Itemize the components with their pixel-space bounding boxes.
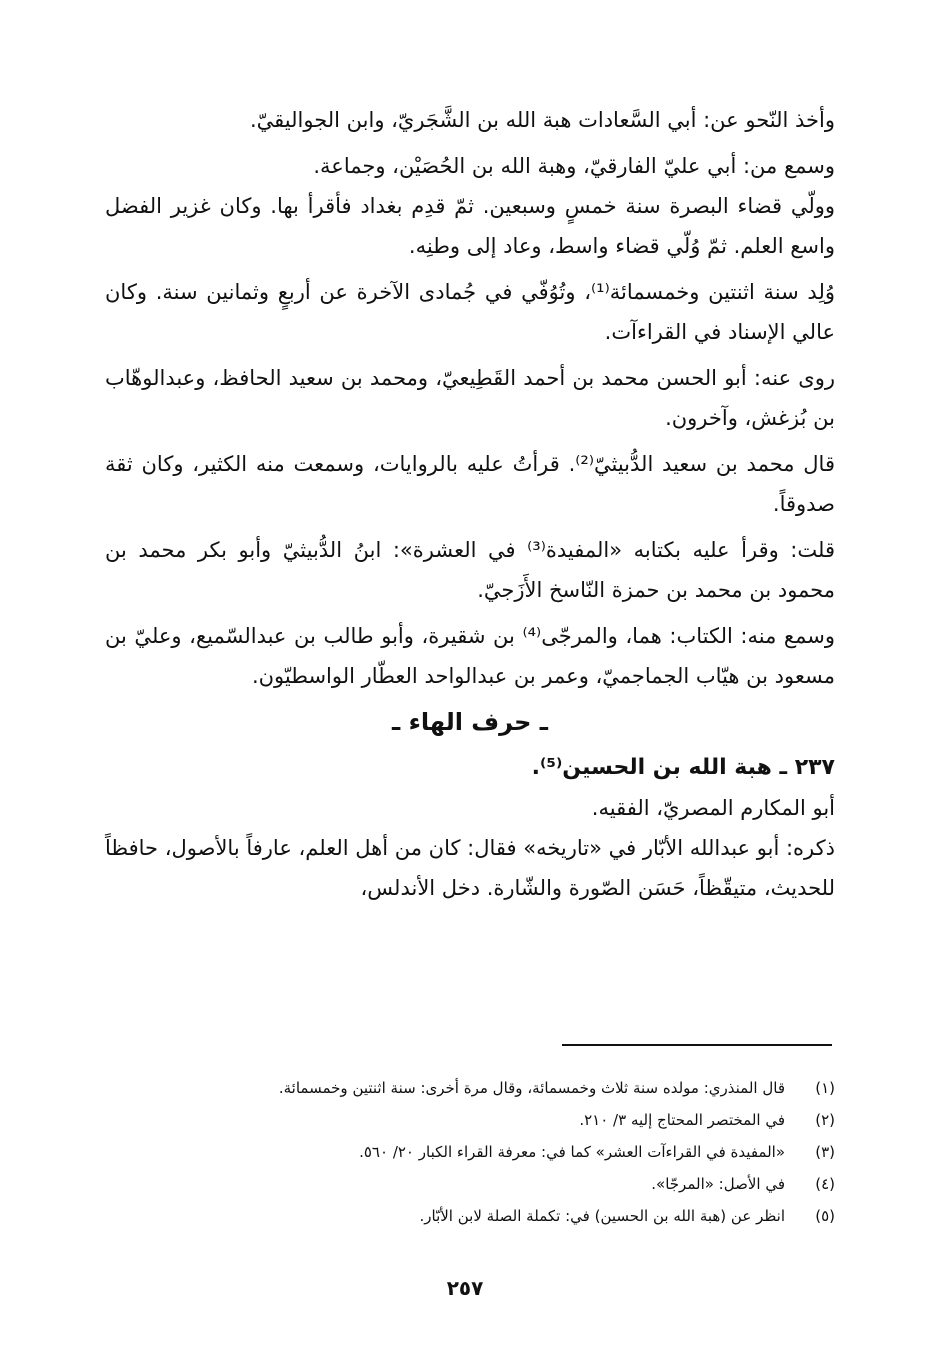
entry-paragraph-dhakarahu: ذكره: أبو عبدالله الأبّار في «تاريخه» فقال: كان من أهل العلم، عارفاً بالأصول، حافظاً للحديث، متيقّظاً، حَسَن الصّورة والشّارة. دخل الأندلس، [105,836,835,900]
paragraph-sami-minhu: وسمع منه: الكتاب: هما، والمرجّى⁽⁴⁾ بن شقيرة، وأبو طالب بن عبدالسّميع، وعليّ بن مسعود بن هيّاب الجماجميّ، وعمر بن عبدالواحد العطّار الواسطيّون. [105,624,835,688]
footnote-number: (٥) [815,1207,835,1225]
paragraph-qada: وولّي قضاء البصرة سنة خمسٍ وسبعين. ثمّ قدِم بغداد فأقرأ بها. وكان غزير الفضل واسع العلم. ثمّ وُلّي قضاء واسط، وعاد إلى وطنِه. [105,194,835,258]
paragraph-qala: قال محمد بن سعيد الدُّبيثيّ⁽²⁾. قرأتُ عليه بالروايات، وسمعت منه الكثير، وكان ثقة صدوقاً. [105,452,835,516]
footnote-text: في الأصل: «المرجّا». [651,1175,785,1193]
footnote-item [150,1168,835,1200]
footnote-number: (٤) [815,1175,835,1193]
page-number: ٢٥٧ [446,1276,484,1300]
footnotes [150,1072,835,1232]
footnote-text: في المختصر المحتاج إليه ٣/ ٢١٠. [579,1111,785,1129]
footnote-number: (٣) [815,1143,835,1161]
paragraph-rawa: روى عنه: أبو الحسن محمد بن أحمد القَطِيعيّ، ومحمد بن سعيد الحافظ، وعبدالوهّاب بن بُزغش، وآخرون. [105,366,835,430]
footnote-text: «المفيدة في القراءآت العشر» كما في: معرفة القراء الكبار ٢٠/ ٥٦٠. [359,1143,785,1161]
paragraph-nahw: وأخذ النّحو عن: أبي السَّعادات هبة الله بن الشَّجَريّ، وابن الجواليقيّ. [249,108,835,132]
footnote-number: (١) [815,1079,835,1097]
footnote-item [150,1200,835,1232]
section-heading: ـ حرف الهاء ـ [392,708,548,736]
footnote-item [150,1072,835,1104]
footnote-divider [562,1044,832,1046]
paragraph-sami: وسمع من: أبي عليّ الفارقيّ، وهبة الله بن الحُصَيْن، وجماعة. [313,154,835,178]
entry-paragraph-kunya: أبو المكارم المصريّ، الفقيه. [591,796,835,820]
paragraph-wulid: وُلِد سنة اثنتين وخمسمائة⁽¹⁾، وتُوُفّي في جُمادى الآخرة عن أربعٍ وثمانين سنة. وكان عالي الإسناد في القراءآت. [105,280,835,344]
main-text [105,100,835,914]
footnote-item [150,1136,835,1168]
footnote-text: قال المنذري: مولده سنة ثلاث وخمسمائة، وقال مرة أخرى: سنة اثنتين وخمسمائة. [278,1079,785,1097]
paragraph-qultu: قلت: وقرأ عليه بكتابه «المفيدة⁽³⁾ في العشرة»: ابنُ الدُّبيثيّ وأبو بكر محمد بن محمود بن محمد بن حمزة النّاسخ الأَزَجيّ. [105,538,835,602]
entry-title: ٢٣٧ ـ هبة الله بن الحسين⁽⁵⁾. [531,755,835,780]
footnote-text: انظر عن (هبة الله بن الحسين) في: تكملة الصلة لابن الأبّار. [419,1207,785,1225]
footnote-number: (٢) [815,1111,835,1129]
footnote-item [150,1104,835,1136]
